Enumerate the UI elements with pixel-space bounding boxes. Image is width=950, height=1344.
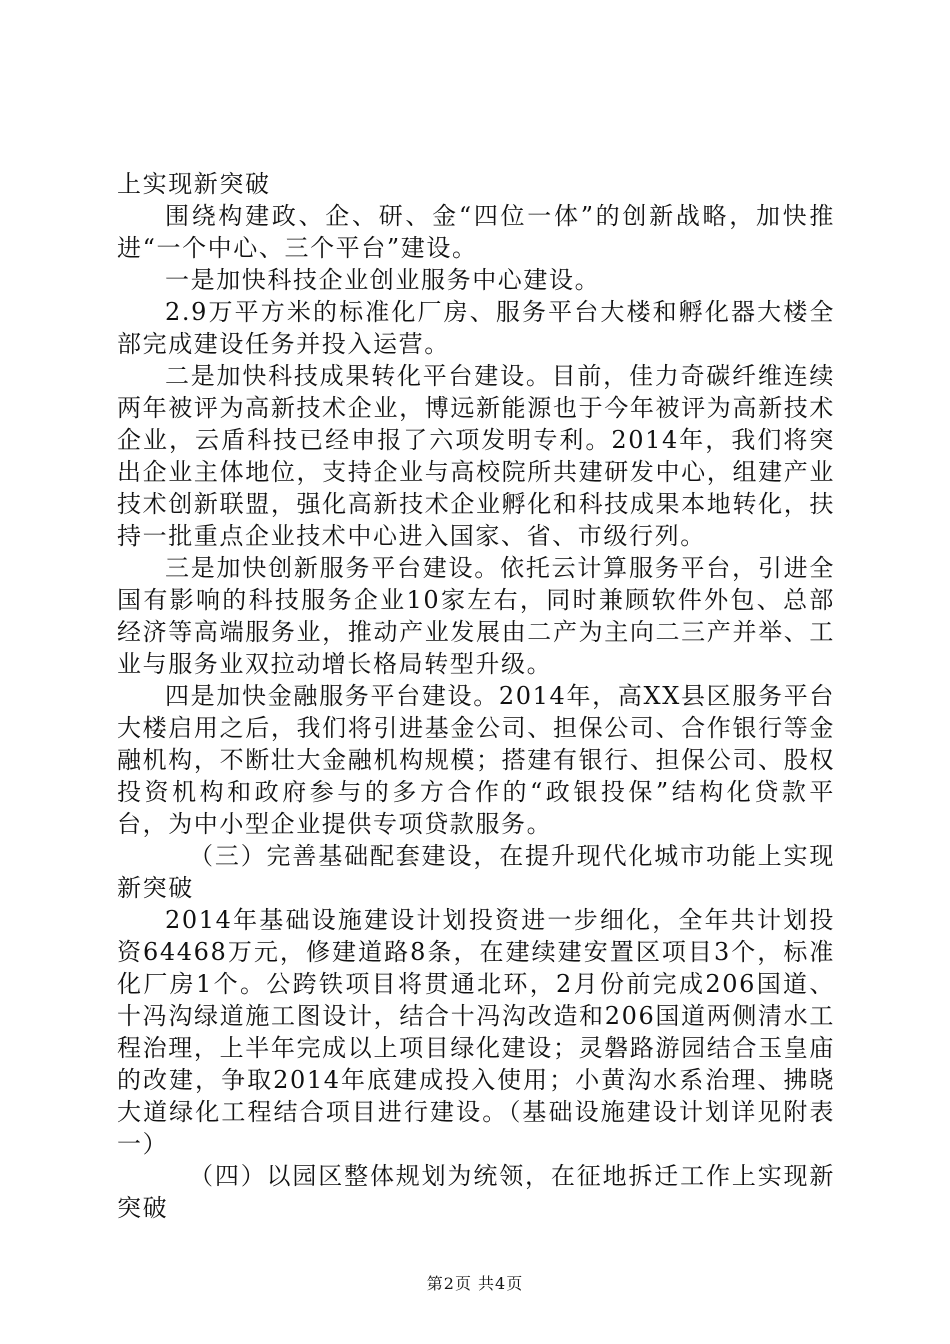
paragraph-item-three: 三是加快创新服务平台建设。依托云计算服务平台，引进全国有影响的科技服务企业10家左右，同时兼顾软件外包、总部经济等高端服务业，推动产业发展由二产为主向二三产并举、工业与服务业双拉动增长格局转型升级。	[117, 554, 835, 678]
paragraph-infrastructure: 2014年基础设施建设计划投资进一步细化，全年共计划投资64468万元，修建道路8条，在建续建安置区项目3个，标准化厂房1个。公跨铁项目将贯通北环，2月份前完成206国道、十冯沟绿道施工图设计，结合十冯沟改造和206国道两侧清水工程治理，上半年完成以上项目绿化建设；灵磐路游园结合玉皇庙的改建，争取2014年底建成投入使用；小黄沟水系治理、拂晓大道绿化工程结合项目进行建设。（基础设施建设计划详见附表一）	[117, 906, 835, 1158]
section-heading-three: （三）完善基础配套建设，在提升现代化城市功能上实现新突破	[117, 842, 835, 902]
document-body	[117, 168, 835, 1224]
paragraph-item-two: 二是加快科技成果转化平台建设。目前，佳力奇碳纤维连续两年被评为高新技术企业，博远新能源也于今年被评为高新技术企业，云盾科技已经申报了六项发明专利。2014年，我们将突出企业主体地位，支持企业与高校院所共建研发中心，组建产业技术创新联盟，强化高新技术企业孵化和科技成果本地转化，扶持一批重点企业技术中心进入国家、省、市级行列。	[117, 362, 835, 550]
paragraph-item-one-detail: 2.9万平方米的标准化厂房、服务平台大楼和孵化器大楼全部完成建设任务并投入运营。	[117, 298, 835, 358]
paragraph-strategy-intro: 围绕构建政、企、研、金“四位一体”的创新战略，加快推进“一个中心、三个平台”建设。	[117, 202, 835, 262]
paragraph-heading-continuation: 上实现新突破	[117, 170, 271, 198]
paragraph-item-four: 四是加快金融服务平台建设。2014年，高XX县区服务平台大楼启用之后，我们将引进基金公司、担保公司、合作银行等金融机构，不断壮大金融机构规模；搭建有银行、担保公司、股权投资机构和政府参与的多方合作的“政银投保”结构化贷款平台，为中小型企业提供专项贷款服务。	[117, 682, 835, 838]
page-footer: 第2页 共4页	[426, 1274, 524, 1293]
paragraph-item-one: 一是加快科技企业创业服务中心建设。	[165, 266, 601, 294]
section-heading-four: （四）以园区整体规划为统领，在征地拆迁工作上实现新突破	[117, 1162, 835, 1222]
